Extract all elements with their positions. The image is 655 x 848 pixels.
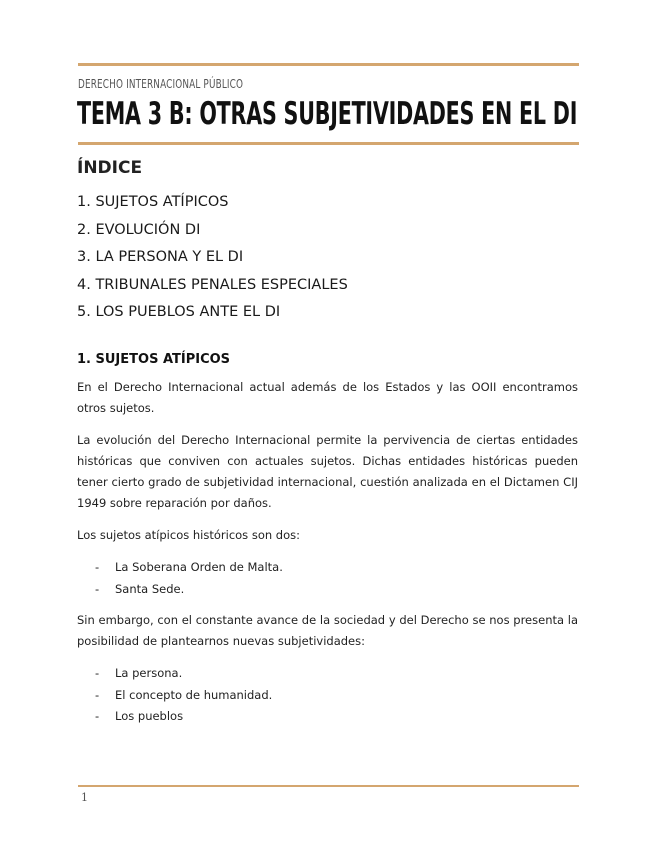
dash-bullet: - — [95, 709, 100, 723]
list-item — [95, 685, 272, 707]
new-subjectivities-list — [95, 663, 272, 728]
list-item — [95, 663, 272, 685]
paragraph: En el Derecho Internacional actual además de los Estados y las OOII encontramos otros sujetos. — [77, 380, 578, 415]
list-item-text: La persona. — [115, 666, 183, 680]
index-heading: ÍNDICE — [77, 158, 143, 178]
dash-bullet: - — [95, 687, 100, 702]
list-item-text: Los pueblos — [115, 709, 184, 723]
index-item: 5. LOS PUEBLOS ANTE EL DI — [77, 304, 281, 320]
paragraph: Sin embargo, con el constante avance de la sociedad y del Derecho se nos presenta la posibilidad de plantearnos nuevas subjetividades: — [77, 613, 578, 648]
course-subtitle: DERECHO INTERNACIONAL PÚBLICO — [78, 77, 244, 91]
index-item: 3. LA PERSONA Y EL DI — [77, 249, 244, 265]
header-top-rule — [78, 63, 579, 66]
dash-bullet: - — [95, 666, 100, 680]
paragraph: La evolución del Derecho Internacional permite la pervivencia de ciertas entidades históricas que conviven con actuales sujetos. Dichas entidades históricas pueden tener cierto grado de subjetividad internacional, cuestión analizada en el Dictamen CIJ 1949 sobre reparación por daños. — [77, 433, 578, 510]
index-item: 1. SUJETOS ATÍPICOS — [77, 194, 229, 210]
list-item-text: La Soberana Orden de Malta. — [115, 560, 283, 574]
list-item — [95, 579, 283, 601]
list-item-text: El concepto de humanidad. — [115, 687, 273, 702]
index-item: 4. TRIBUNALES PENALES ESPECIALES — [77, 276, 348, 293]
header-bottom-rule — [78, 142, 579, 145]
dash-bullet: - — [95, 560, 100, 574]
dash-bullet: - — [95, 581, 100, 596]
list-item — [95, 557, 283, 579]
list-item-text: Santa Sede. — [115, 581, 185, 596]
footer-rule — [78, 785, 579, 787]
index-item: 2. EVOLUCIÓN DI — [77, 221, 201, 238]
section-heading: 1. SUJETOS ATÍPICOS — [77, 352, 231, 367]
page-title: TEMA 3 B: OTRAS SUBJETIVIDADES EN EL DI — [77, 96, 578, 132]
historic-subjects-list — [95, 557, 283, 600]
page-number: 1 — [81, 791, 88, 804]
index-list — [77, 189, 348, 327]
paragraph: Los sujetos atípicos históricos son dos: — [77, 528, 301, 542]
list-item — [95, 706, 272, 728]
